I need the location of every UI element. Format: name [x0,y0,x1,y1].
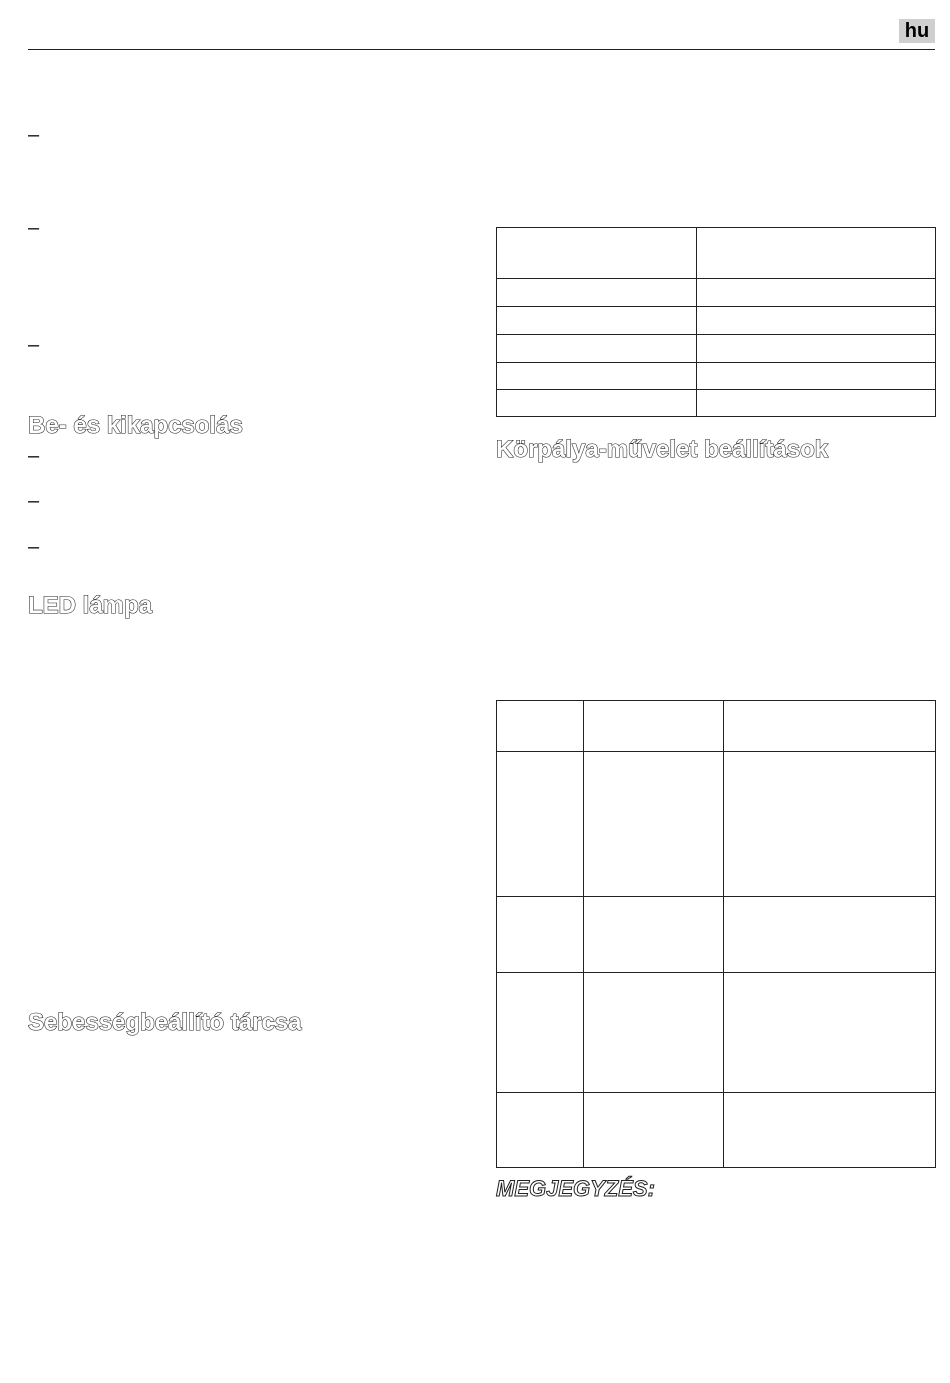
table-row [497,307,936,335]
table-cell [697,228,936,279]
language-badge: hu [899,19,935,43]
table-cell [497,363,697,390]
table-cell [497,390,697,417]
table-cell [697,307,936,335]
table-cell [497,335,697,363]
table-cell [724,752,936,897]
table-cell [724,1093,936,1168]
bullet-dash: – [28,536,40,558]
note-label: MEGJEGYZÉS: [496,1176,655,1201]
table-cell [497,752,584,897]
section-heading-speed: Sebességbeállító tárcsa [28,1009,302,1036]
table-cell [497,228,697,279]
table-row [497,279,936,307]
table-settings-1 [496,227,936,417]
table-cell [724,701,936,752]
table-cell [697,390,936,417]
table-header-row [497,228,936,279]
table-cell [584,1093,724,1168]
table-cell [584,701,724,752]
bullet-dash: – [28,445,40,467]
table-row [497,390,936,417]
table-row [497,973,936,1093]
bullet-dash: – [28,217,40,239]
header-rule [28,49,935,50]
table-row [497,363,936,390]
table-header-row [497,701,936,752]
table-cell [584,897,724,973]
table-cell [724,973,936,1093]
table-cell [697,279,936,307]
table-cell [497,1093,584,1168]
table-cell [697,363,936,390]
table-cell [724,897,936,973]
table-cell [497,701,584,752]
table-row [497,335,936,363]
table-cell [697,335,936,363]
bullet-dash: – [28,490,40,512]
bullet-dash: – [28,334,40,356]
table-cell [497,307,697,335]
table-row [497,897,936,973]
table-cell [584,752,724,897]
table-cell [584,973,724,1093]
section-heading-led: LED lámpa [28,592,153,619]
table-settings-2 [496,700,936,1168]
section-heading-power: Be- és kikapcsolás [28,412,243,439]
table-cell [497,897,584,973]
table-row [497,752,936,897]
bullet-dash: – [28,124,40,146]
table-cell [497,279,697,307]
section-heading-orbit: Körpálya-művelet beállítások [496,436,829,463]
table-row [497,1093,936,1168]
table-cell [497,973,584,1093]
